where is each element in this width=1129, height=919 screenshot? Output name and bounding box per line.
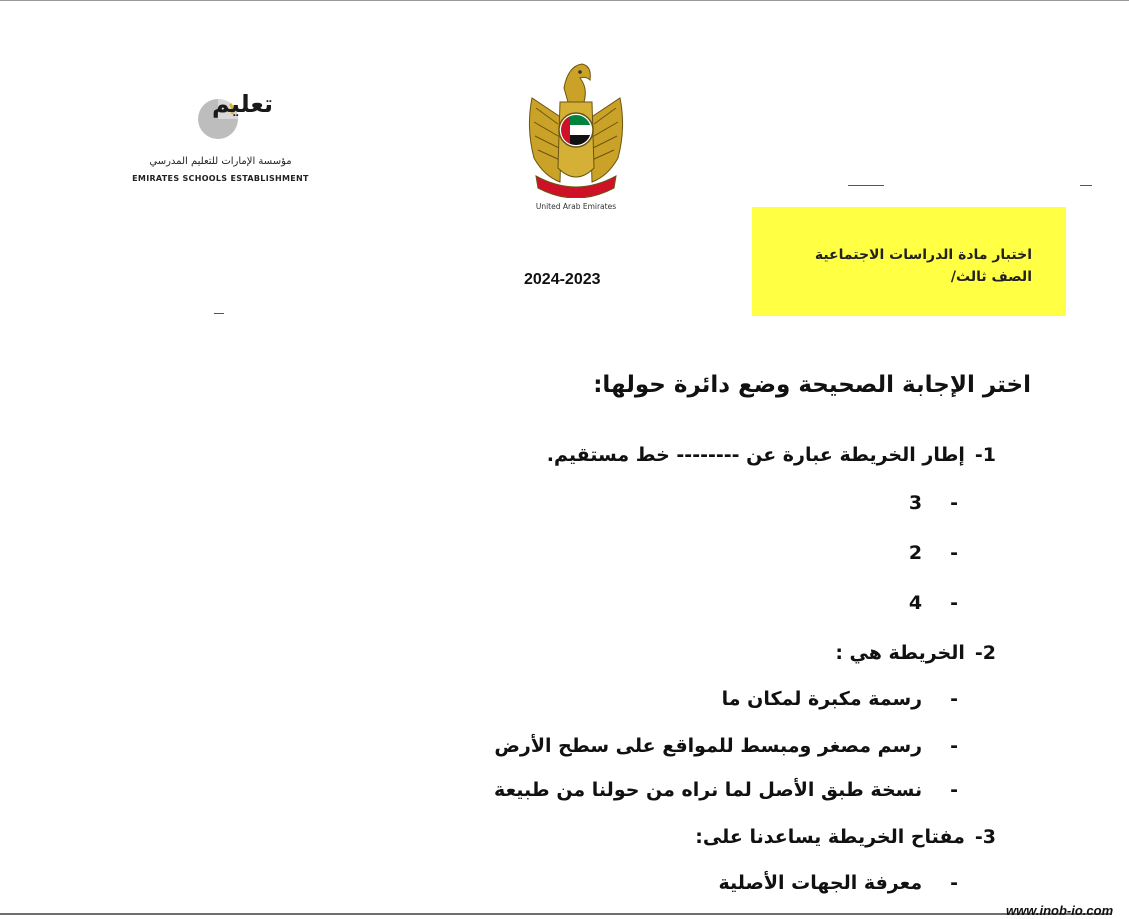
option-3a[interactable] (718, 872, 958, 894)
scan-mark (1080, 185, 1092, 186)
exam-subject: اختبار مادة الدراسات الاجتماعية (814, 247, 1032, 263)
option-text: رسم مصغر ومبسط للمواقع على سطح الأرض (494, 735, 923, 757)
option-text: 3 (908, 492, 923, 514)
uae-emblem (522, 58, 630, 223)
instructions-heading: اختر الإجابة الصحيحة وضع دائرة حولها: (593, 372, 1031, 398)
question-number: 2- (974, 642, 996, 664)
option-marker: - (950, 779, 958, 801)
question-number: 1- (974, 444, 996, 466)
option-2b[interactable] (494, 735, 958, 757)
option-marker: - (950, 492, 958, 514)
option-text: 2 (908, 542, 923, 564)
option-text: رسمة مكبرة لمكان ما (721, 688, 923, 710)
question-3 (695, 826, 996, 848)
logo-arabic-name: مؤسسة الإمارات للتعليم المدرسي (149, 156, 292, 167)
bottom-border (0, 913, 1110, 915)
option-2c[interactable] (494, 779, 958, 801)
exam-grade: الصف ثالث/ (950, 269, 1032, 285)
option-marker: - (950, 872, 958, 894)
question-text: إطار الخريطة عبارة عن -------- خط مستقيم. (546, 444, 965, 466)
option-marker: - (950, 688, 958, 710)
option-text: 4 (908, 592, 923, 614)
exam-info-box (752, 207, 1066, 316)
option-text: نسخة طبق الأصل لما نراه من حولنا من طبيعة (494, 779, 923, 801)
option-2a[interactable] (722, 688, 958, 710)
top-border (0, 0, 1129, 1)
site-watermark[interactable]: www.inob-io.com (1006, 903, 1114, 918)
emblem-caption: United Arab Emirates (535, 202, 617, 211)
option-1c[interactable] (909, 592, 958, 614)
scan-mark (214, 313, 224, 314)
logo-english-name: EMIRATES SCHOOLS ESTABLISHMENT (132, 174, 309, 183)
option-1a[interactable] (909, 492, 958, 514)
question-text: مفتاح الخريطة يساعدنا على: (695, 826, 965, 848)
emirates-schools-logo (128, 88, 313, 188)
option-1b[interactable] (909, 542, 958, 564)
question-number: 3- (974, 826, 996, 848)
question-1 (547, 444, 996, 466)
falcon-emblem-icon (522, 58, 630, 198)
option-marker: - (950, 735, 958, 757)
taleem-word: تعليم (212, 90, 273, 118)
option-text: معرفة الجهات الأصلية (718, 872, 923, 894)
question-2 (835, 642, 996, 664)
option-marker: - (950, 592, 958, 614)
academic-year: 2024-2023 (524, 271, 601, 288)
option-marker: - (950, 542, 958, 564)
scan-mark (848, 185, 884, 186)
question-text: الخريطة هي : (835, 642, 965, 664)
